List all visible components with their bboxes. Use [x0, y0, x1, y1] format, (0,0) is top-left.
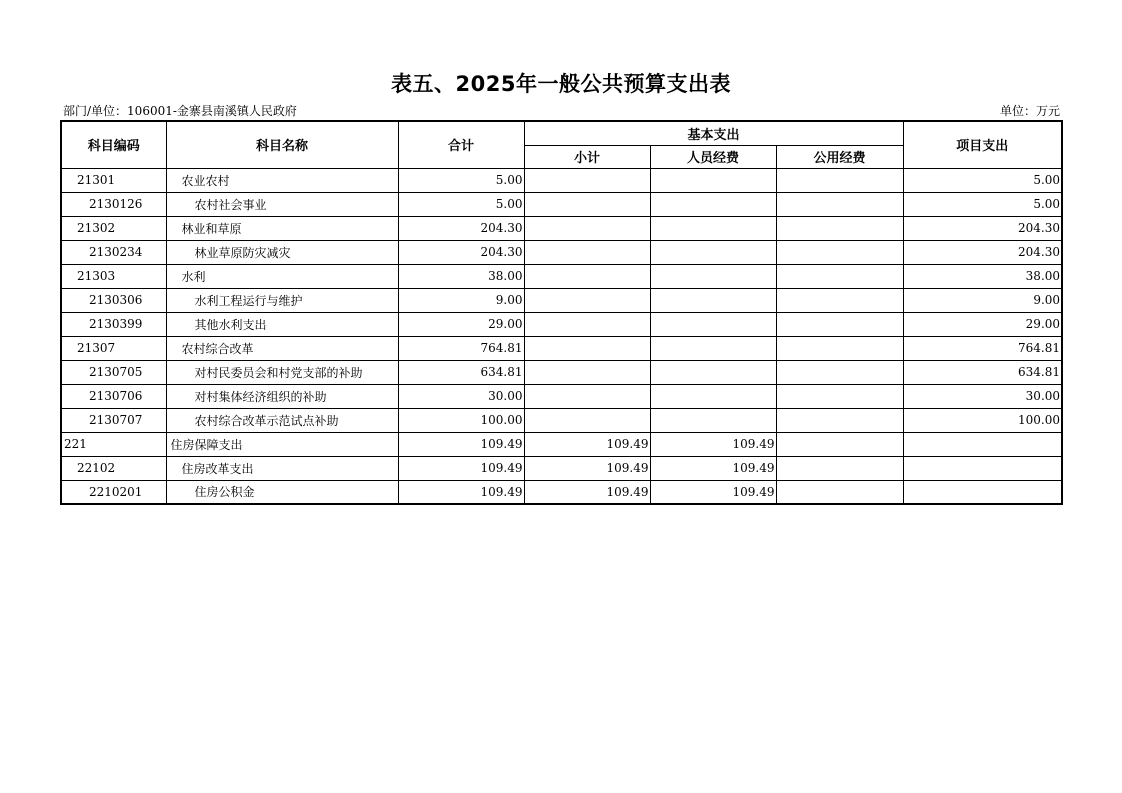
- table-row: [61, 168, 1062, 192]
- table-body: [61, 168, 1062, 504]
- cell-name: 住房保障支出: [166, 432, 398, 456]
- cell-total: 38.00: [398, 264, 524, 288]
- cell-project: 30.00: [903, 384, 1062, 408]
- cell-public: [776, 480, 903, 504]
- cell-public: [776, 456, 903, 480]
- cell-total: 109.49: [398, 456, 524, 480]
- cell-subtotal: [524, 408, 650, 432]
- cell-personnel: [650, 264, 776, 288]
- cell-project: 204.30: [903, 240, 1062, 264]
- header-total: 合计: [398, 121, 524, 168]
- cell-personnel: [650, 408, 776, 432]
- table-row: [61, 408, 1062, 432]
- cell-code: 2130234: [61, 240, 166, 264]
- cell-project: 5.00: [903, 192, 1062, 216]
- cell-public: [776, 408, 903, 432]
- cell-subtotal: [524, 240, 650, 264]
- cell-total: 100.00: [398, 408, 524, 432]
- cell-subtotal: [524, 288, 650, 312]
- cell-code: 2130306: [61, 288, 166, 312]
- cell-personnel: [650, 288, 776, 312]
- cell-personnel: [650, 216, 776, 240]
- cell-code: 2130707: [61, 408, 166, 432]
- cell-personnel: [650, 360, 776, 384]
- cell-total: 5.00: [398, 168, 524, 192]
- header-personnel: 人员经费: [650, 145, 776, 168]
- cell-subtotal: [524, 168, 650, 192]
- cell-project: 9.00: [903, 288, 1062, 312]
- cell-code: 22102: [61, 456, 166, 480]
- header-public: 公用经费: [776, 145, 903, 168]
- cell-public: [776, 216, 903, 240]
- cell-total: 5.00: [398, 192, 524, 216]
- cell-code: 21301: [61, 168, 166, 192]
- cell-code: 21303: [61, 264, 166, 288]
- cell-personnel: 109.49: [650, 480, 776, 504]
- cell-total: 634.81: [398, 360, 524, 384]
- cell-project: [903, 456, 1062, 480]
- cell-name: 林业草原防灾减灾: [166, 240, 398, 264]
- table-row: [61, 288, 1062, 312]
- cell-project: 100.00: [903, 408, 1062, 432]
- cell-subtotal: [524, 360, 650, 384]
- table-row: [61, 312, 1062, 336]
- cell-project: 38.00: [903, 264, 1062, 288]
- cell-subtotal: 109.49: [524, 480, 650, 504]
- cell-code: 2210201: [61, 480, 166, 504]
- table-row: [61, 432, 1062, 456]
- cell-subtotal: 109.49: [524, 432, 650, 456]
- cell-name: 住房公积金: [166, 480, 398, 504]
- cell-code: 21307: [61, 336, 166, 360]
- budget-table: [60, 120, 1063, 505]
- table-row: [61, 240, 1062, 264]
- cell-code: 2130705: [61, 360, 166, 384]
- cell-project: 204.30: [903, 216, 1062, 240]
- cell-personnel: 109.49: [650, 432, 776, 456]
- cell-name: 农村社会事业: [166, 192, 398, 216]
- cell-subtotal: 109.49: [524, 456, 650, 480]
- page-title: 表五、2025年一般公共预算支出表: [391, 72, 731, 96]
- cell-name: 农村综合改革示范试点补助: [166, 408, 398, 432]
- cell-name: 水利: [166, 264, 398, 288]
- table-row: [61, 384, 1062, 408]
- table-row: [61, 192, 1062, 216]
- header-project: 项目支出: [903, 121, 1062, 168]
- cell-code: 2130126: [61, 192, 166, 216]
- cell-name: 对村民委员会和村党支部的补助: [166, 360, 398, 384]
- cell-subtotal: [524, 312, 650, 336]
- cell-public: [776, 312, 903, 336]
- table-row: [61, 216, 1062, 240]
- cell-personnel: [650, 168, 776, 192]
- cell-project: [903, 480, 1062, 504]
- table-row: [61, 264, 1062, 288]
- cell-name: 对村集体经济组织的补助: [166, 384, 398, 408]
- cell-public: [776, 264, 903, 288]
- cell-name: 农业农村: [166, 168, 398, 192]
- cell-public: [776, 384, 903, 408]
- header-name: 科目名称: [166, 121, 398, 168]
- header-basic: 基本支出: [524, 121, 903, 145]
- cell-name: 住房改革支出: [166, 456, 398, 480]
- cell-project: 634.81: [903, 360, 1062, 384]
- cell-total: 9.00: [398, 288, 524, 312]
- cell-name: 林业和草原: [166, 216, 398, 240]
- cell-name: 其他水利支出: [166, 312, 398, 336]
- cell-public: [776, 192, 903, 216]
- cell-personnel: [650, 384, 776, 408]
- cell-total: 109.49: [398, 480, 524, 504]
- cell-project: 5.00: [903, 168, 1062, 192]
- table-row: [61, 360, 1062, 384]
- department-label: 部门/单位：106001-金寨县南溪镇人民政府: [63, 104, 297, 118]
- cell-subtotal: [524, 336, 650, 360]
- cell-code: 221: [61, 432, 166, 456]
- table-row: [61, 336, 1062, 360]
- table-row: [61, 480, 1062, 504]
- cell-total: 764.81: [398, 336, 524, 360]
- cell-total: 29.00: [398, 312, 524, 336]
- table-row: [61, 456, 1062, 480]
- cell-total: 204.30: [398, 216, 524, 240]
- cell-name: 农村综合改革: [166, 336, 398, 360]
- cell-personnel: 109.49: [650, 456, 776, 480]
- cell-total: 30.00: [398, 384, 524, 408]
- cell-project: [903, 432, 1062, 456]
- cell-public: [776, 336, 903, 360]
- cell-public: [776, 432, 903, 456]
- cell-personnel: [650, 192, 776, 216]
- cell-code: 2130399: [61, 312, 166, 336]
- cell-public: [776, 240, 903, 264]
- cell-name: 水利工程运行与维护: [166, 288, 398, 312]
- cell-subtotal: [524, 216, 650, 240]
- cell-project: 764.81: [903, 336, 1062, 360]
- header-code: 科目编码: [61, 121, 166, 168]
- cell-total: 204.30: [398, 240, 524, 264]
- cell-total: 109.49: [398, 432, 524, 456]
- cell-code: 2130706: [61, 384, 166, 408]
- cell-public: [776, 168, 903, 192]
- cell-subtotal: [524, 384, 650, 408]
- cell-personnel: [650, 240, 776, 264]
- cell-public: [776, 288, 903, 312]
- cell-personnel: [650, 312, 776, 336]
- cell-personnel: [650, 336, 776, 360]
- cell-subtotal: [524, 264, 650, 288]
- unit-label: 单位：万元: [999, 104, 1060, 118]
- cell-public: [776, 360, 903, 384]
- header-subtotal: 小计: [524, 145, 650, 168]
- cell-subtotal: [524, 192, 650, 216]
- cell-project: 29.00: [903, 312, 1062, 336]
- cell-code: 21302: [61, 216, 166, 240]
